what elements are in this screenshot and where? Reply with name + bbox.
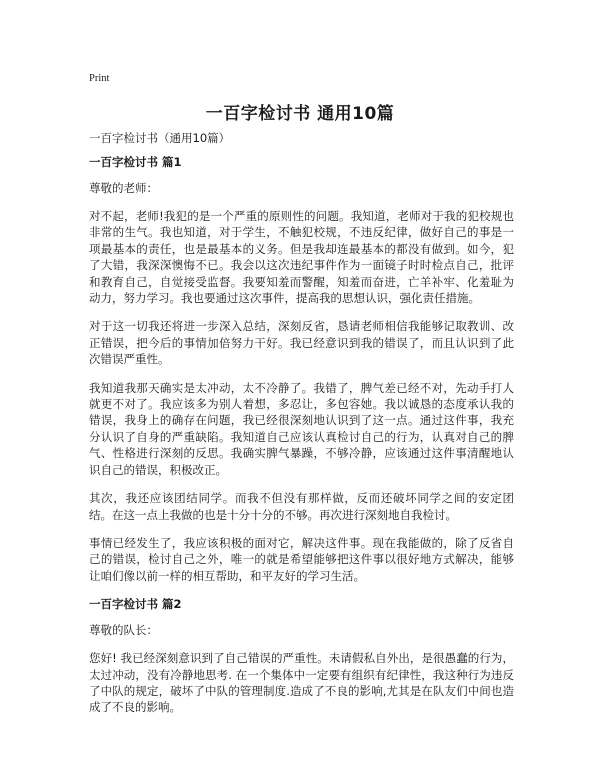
paragraph: 事情已经发生了，我应该积极的面对它，解决这件事。现在我能做的，除了反省自己的错误，检讨自己之外，唯一的就是希望能够把这件事以很好地方式解决，能够让咱们像以前一样的相互帮助，和平友好的学习生活。 (89, 535, 514, 583)
section-greeting: 尊敬的队长： (89, 623, 158, 638)
paragraph: 您好! 我已经深刻意识到了自己错误的严重性。未请假私自外出，是很愚蠢的行为，太过冲动，没有冷静地思考. 在一个集体中一定要有组织有纪律性，我这种行为违反了中队的规定，破坏了中队的管理制度.造成了不良的影响,尤其是在队友们中间也造成了不良的影响。 (89, 651, 514, 715)
paragraph: 对于这一切我还将进一步深入总结，深刻反省，恳请老师相信我能够记取教训、改正错误，把今后的事情加倍努力干好。我已经意识到我的错误了，而且认识到了此次错误严重性。 (89, 319, 514, 367)
page-title: 一百字检讨书 通用10篇 (205, 104, 395, 124)
document-body (89, 130, 514, 728)
document-subtitle: 一百字检讨书（通用10篇） (89, 131, 231, 145)
section-greeting: 尊敬的老师： (89, 181, 158, 195)
paragraph: 对不起，老师!我犯的是一个严重的原则性的问题。我知道，老师对于我的犯校规也非常的生气。我也知道，对于学生，不触犯校规，不违反纪律，做好自己的事是一项最基本的责任，也是最基本的义务。但是我却连最基本的都没有做到。如今，犯了大错，我深深懊悔不已。我会以这次违纪事件作为一面镜子时时检点自己，批评和教育自己，自觉接受监督。我要知羞而警醒，知羞而奋进，亡羊补牢、化羞耻为动力，努力学习。我也要通过这次事件，提高我的思想认识，强化责任措施。 (89, 209, 514, 306)
print-link[interactable]: Print (89, 73, 110, 84)
paragraph: 其次，我还应该团结同学。而我不但没有那样做，反而还破坏同学之间的安定团结。在这一点上我做的也是十分十分的不够。再次进行深刻地自我检讨。 (89, 491, 514, 522)
section-1 (89, 154, 514, 584)
paragraph: 我知道我那天确实是太冲动，太不冷静了。我错了，脾气差已经不对，先动手打人就更不对了。我应该多为别人着想，多忍让，多包容她。我以诚恳的态度承认我的错误，我身上的确存在问题，我已经很深刻地认识到了这一点。通过这件事，我充分认识了自身的严重缺陷。我知道自己应该认真检讨自己的行为，认真对自己的脾气、性格进行深刻的反思。我确实脾气暴躁，不够冷静，应该通过这件事清醒地认识自己的错误，积极改正。 (89, 380, 514, 477)
section-heading: 一百字检讨书 篇2 (89, 597, 182, 612)
section-2 (89, 596, 514, 716)
section-heading: 一百字检讨书 篇1 (89, 155, 182, 169)
